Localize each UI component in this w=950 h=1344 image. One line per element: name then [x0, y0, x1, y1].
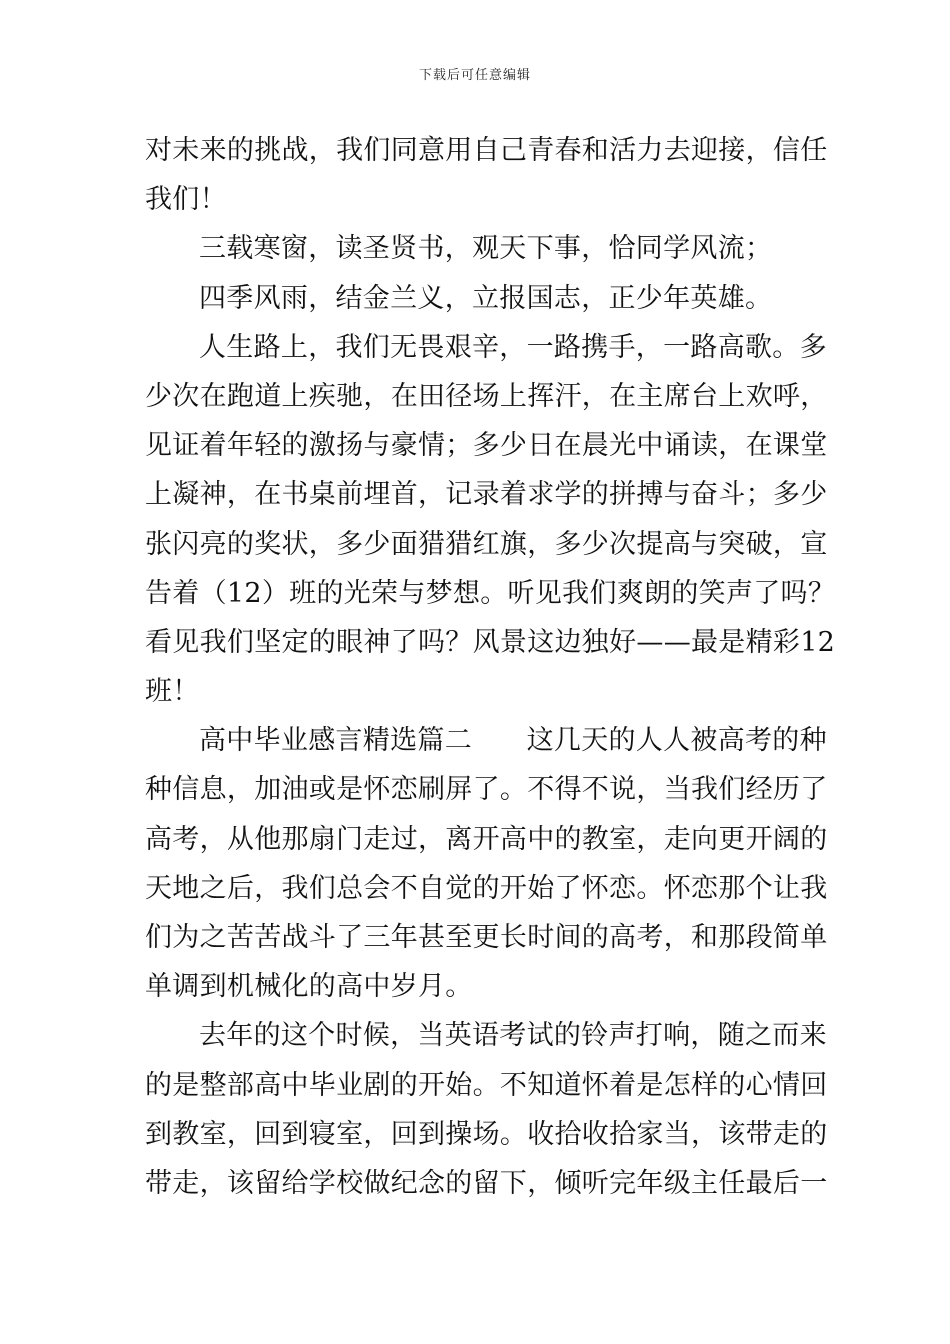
text-line: 种信息，加油或是怀恋刷屏了。不得不说，当我们经历了: [145, 774, 828, 806]
text-line: 看见我们坚定的眼神了吗？风景这边独好——最是精彩12: [145, 626, 836, 658]
page-header: 下载后可任意编辑: [418, 68, 531, 83]
text-line: 我们！: [145, 184, 227, 216]
text-line: 天地之后，我们总会不自觉的开始了怀恋。怀恋那个让我: [145, 872, 828, 904]
text-line: 单调到机械化的高中岁月。: [145, 971, 473, 1003]
text-line: 少次在跑道上疾驰，在田径场上挥汗，在主席台上欢呼，: [145, 380, 828, 412]
text-line: 对未来的挑战，我们同意用自己青春和活力去迎接，信任: [145, 135, 828, 166]
text-line: 去年的这个时候，当英语考试的铃声打响，随之而来: [199, 1020, 827, 1052]
text-line: 的是整部高中毕业剧的开始。不知道怀着是怎样的心情回: [145, 1069, 828, 1101]
text-line: 见证着年轻的激扬与豪情；多少日在晨光中诵读，在课堂: [145, 430, 828, 462]
document-body: [145, 126, 836, 1208]
text-line: 人生路上，我们无畏艰辛，一路携手，一路高歌。多: [199, 331, 827, 363]
text-line: 到教室，回到寝室，回到操场。收拾收拾家当，该带走的: [145, 1118, 828, 1150]
text-line: 班！: [145, 676, 200, 708]
text-line: 上凝神，在书桌前埋首，记录着求学的拼搏与奋斗；多少: [145, 479, 828, 511]
text-line: 们为之苦苦战斗了三年甚至更长时间的高考，和那段简单: [145, 922, 828, 953]
text-line: 张闪亮的奖状，多少面猎猎红旗，多少次提高与突破，宣: [145, 528, 828, 560]
text-line: 高中毕业感言精选篇二 这几天的人人被高考的种: [199, 725, 827, 757]
text-line: 三载寒窗，读圣贤书，观天下事，恰同学风流；: [199, 233, 773, 265]
text-line: 高考，从他那扇门走过，离开高中的教室，走向更开阔的: [145, 823, 828, 855]
text-line: 告着（12）班的光荣与梦想。听见我们爽朗的笑声了吗？: [145, 577, 836, 609]
text-line: 四季风雨，结金兰义，立报国志，正少年英雄。: [199, 282, 773, 314]
text-line: 带走，该留给学校做纪念的留下，倾听完年级主任最后一: [145, 1167, 828, 1199]
